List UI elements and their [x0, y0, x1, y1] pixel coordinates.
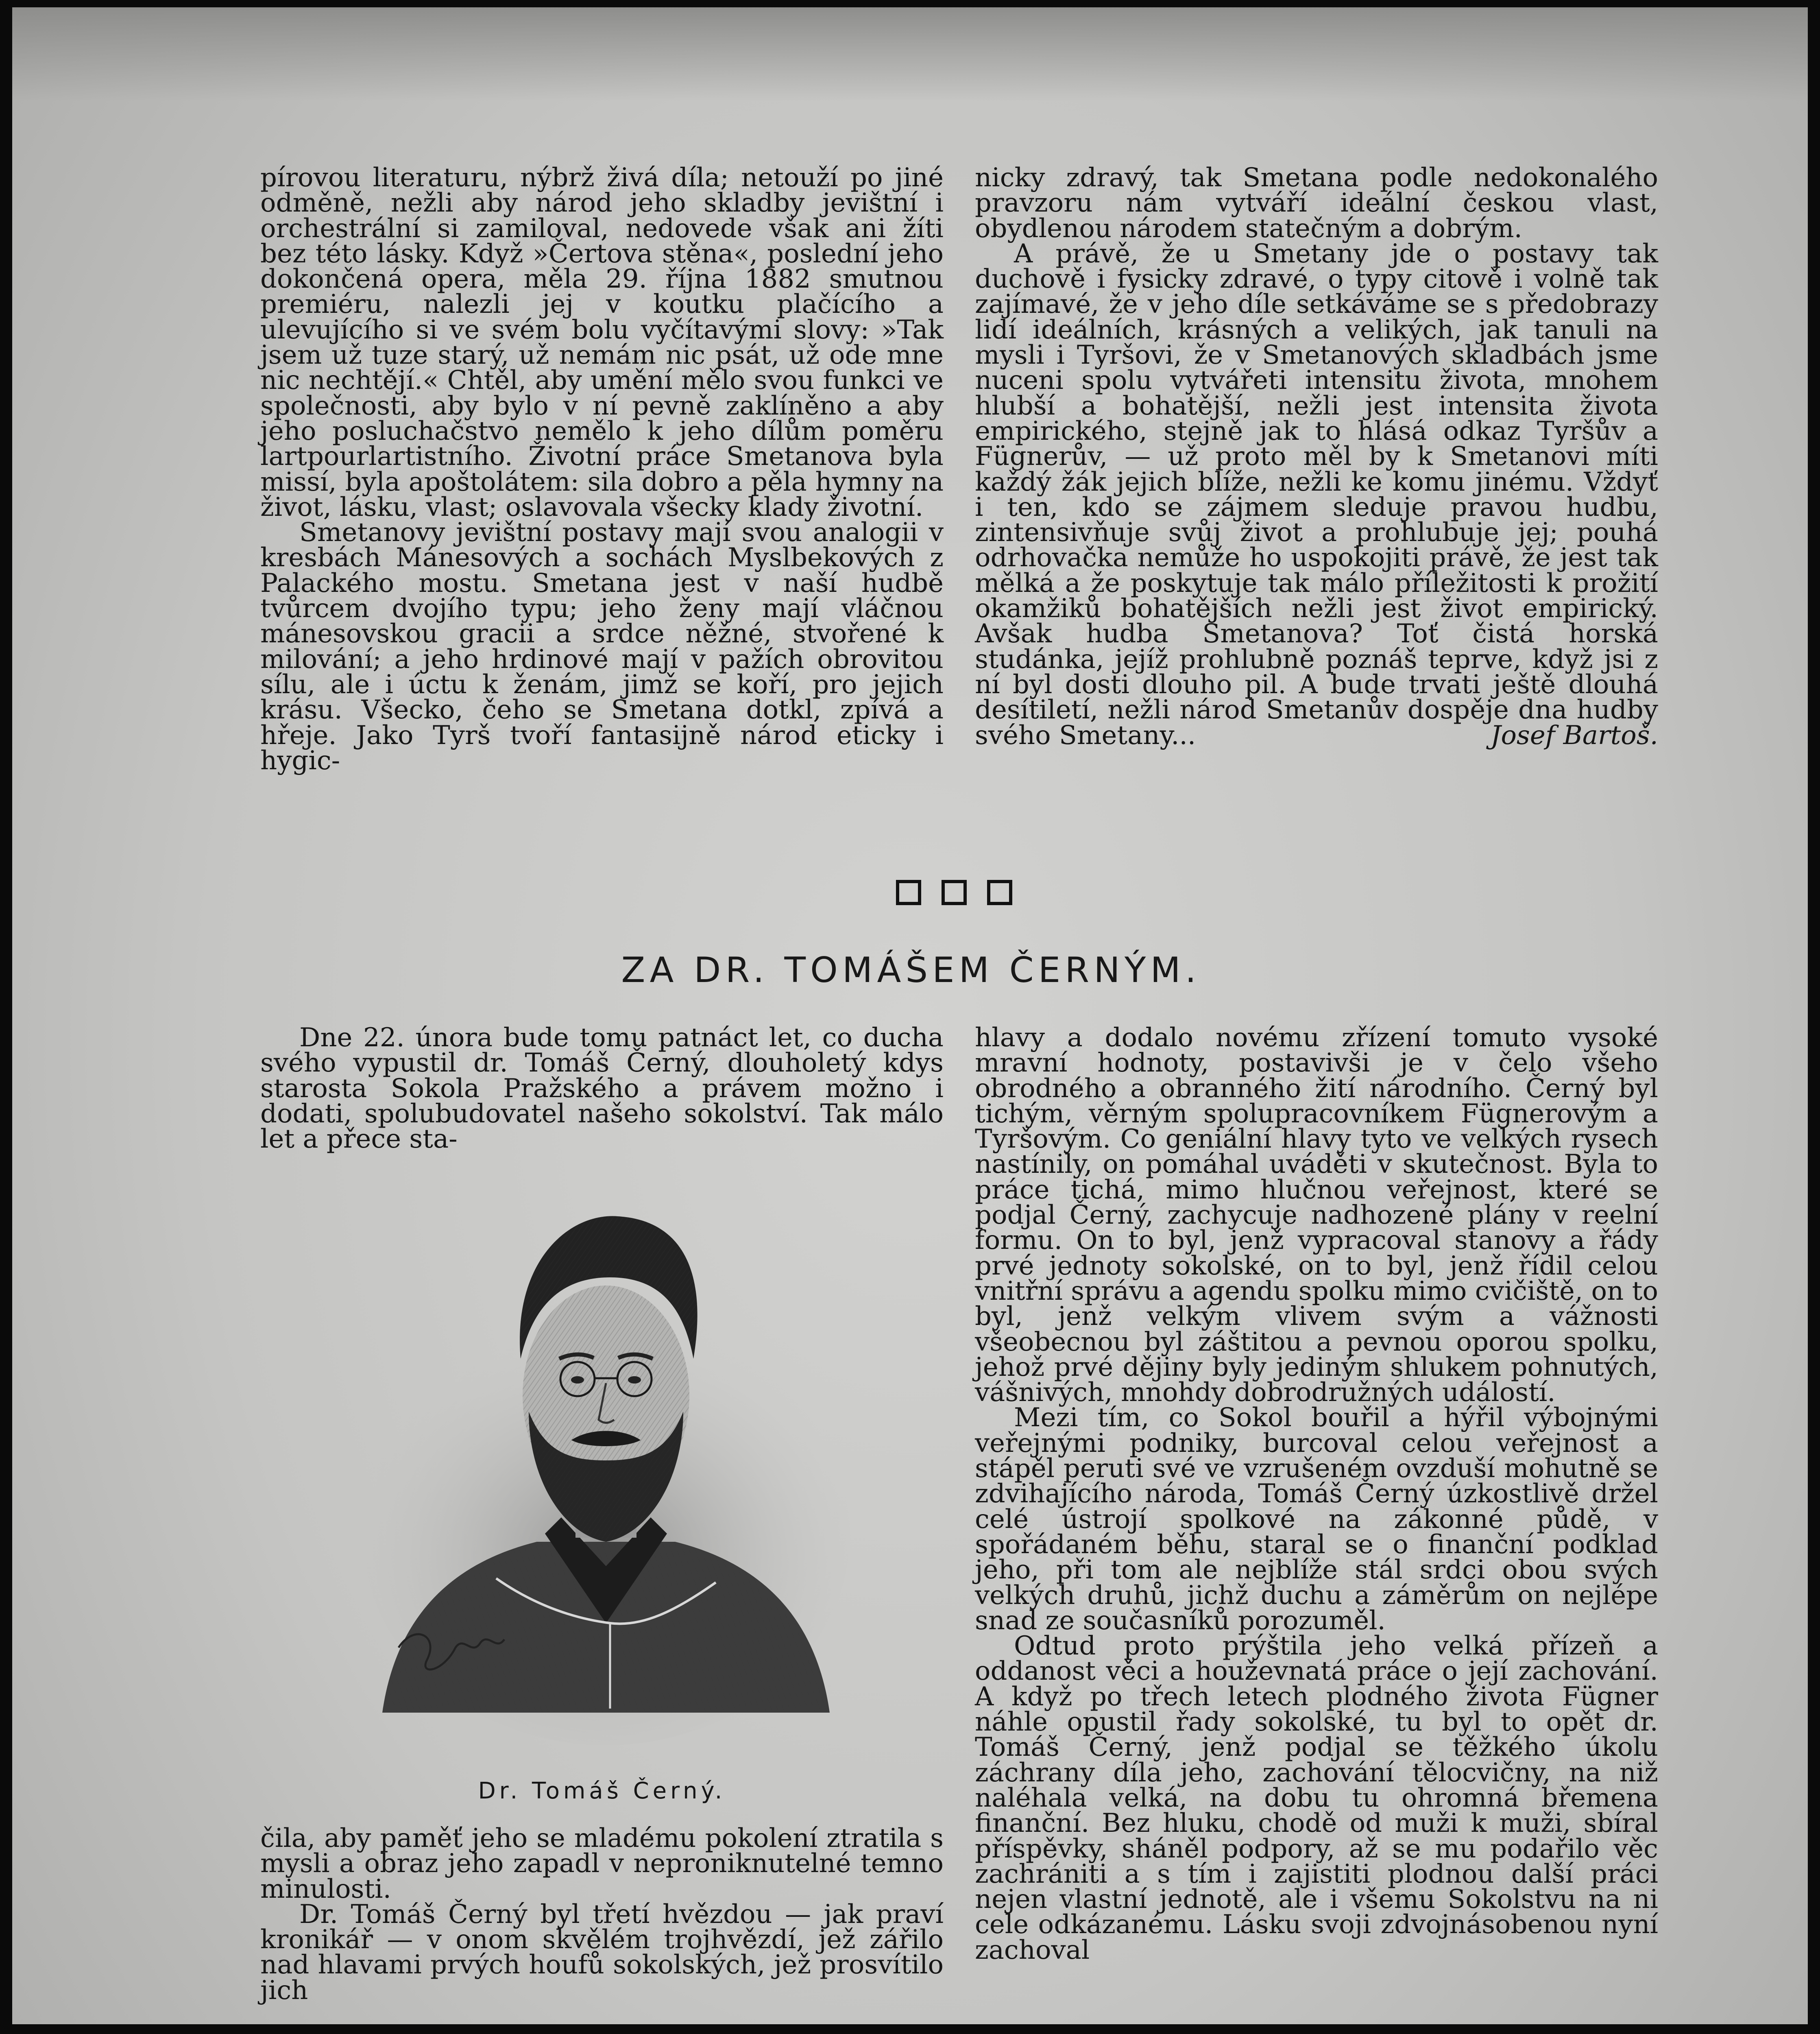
article2-column-left-bottom — [260, 1823, 944, 2006]
square-ornament-icon — [987, 880, 1012, 905]
author-signature: Josef Bartoš. — [1490, 720, 1658, 751]
paragraph: Dne 22. února bude tomu patnáct let, co ducha svého vypustil dr. Tomáš Černý, dlouholetý kdys starosta Sokola Pražského a právem možno i dodati, spolubudovatel našeho sokolství. Tak málo let a přece sta- — [260, 1023, 944, 1154]
article1-column-left — [260, 163, 944, 776]
square-ornament-icon — [896, 880, 921, 905]
top-shadow — [12, 7, 1808, 101]
paragraph: hlavy a dodalo novému zřízení tomuto vysoké mravní hodnoty, postavivši je v čelo všeho obrodného a obranného žití národního. Černý byl tichým, věrným spolupracovníkem Fügnerovým a Tyršovým. Co geniální hlavy tyto ve velkých rysech nastínily, on pomáhal uváděti v skutečnost. Byla to práce tichá, mimo hlučnou veřejnost, které se podjal Černý, zachycuje nadhozené plány v reelní formu. On to byl, jenž vypracoval stanovy a řády prvé jednoty sokolské, on to byl, jenž řídil celou vnitřní správu a agendu spolku mimo cvičiště, on to byl, jenž velkým vlivem svým a vážnosti všeobecnou byl záštitou a pevnou oporou spolku, jehož prvé dějiny byly jediným shlukem pohnutých, vášnivých, mnohdy dobrodružných událostí. — [975, 1023, 1658, 1408]
paragraph: Mezi tím, co Sokol bouřil a hýřil výbojnými veřejnými podniky, burcoval celou veřejnost a stápěl peruti své ve vzrušeném ovzduší mohutně se zdvihajícího národa, Tomáš Černý úzkostlivě držel celé ústrojí spolkové na zákonné půdě, v spořádaném běhu, staral se o finanční podklad jeho, při tom ale nejblíže stál srdci obou svých velkých druhů, jichž duchu a záměrům on nejlépe snad ze současníků porozuměl. — [975, 1403, 1658, 1636]
portrait-engraving — [350, 1168, 862, 1753]
scan-border-top — [0, 0, 1820, 7]
article-title: ZA DR. TOMÁŠEM ČERNÝM. — [621, 950, 1201, 991]
paragraph: Smetanovy jevištní postavy mají svou analogii v kresbách Mánesových a sochách Myslbekových z Palackého mostu. Smetana jest v naší hudbě tvůrcem dvojího typu; jeho ženy mají vláčnou mánesovskou gracii a srdce něžné, stvořené k milování; a jeho hrdinové mají v pažích obrovitou sílu, ale i úctu k ženám, jimž se koří, pro jejich krásu. Všecko, čeho se Smetana dotkl, zpívá a hřeje. Jako Tyrš tvoří fantasijně národ eticky i hygic- — [260, 517, 944, 776]
paragraph: nicky zdravý, tak Smetana podle nedokonalého pravzoru nám vytváří ideální českou vlast, obydlenou národem statečným a dobrým. — [975, 163, 1658, 244]
section-divider — [896, 880, 1012, 905]
photo-caption: Dr. Tomáš Černý. — [478, 1778, 726, 1804]
square-ornament-icon — [942, 880, 967, 905]
article2-column-left-top — [260, 1025, 944, 1152]
scan-border-right — [1808, 0, 1820, 2034]
paragraph: Odtud proto prýštila jeho velká přízeň a oddanost věci a houževnatá práce o její zachování. A když po třech letech plodného života Fügner náhle opustil řady sokolské, tu byl to opět dr. Tomáš Černý, jenž podjal se těžkého úkolu záchrany díla jeho, zachování tělocvičny, na niž naléhala velká, na dobu tu ohromná břemena finanční. Bez hluku, chodě od muži k muži, sbíral příspěvky, sháněl podpory, až se mu podařilo věc zachrániti a s tím i zajistiti plodnou další práci nejen vlastní jednotě, ale i všemu Sokolstvu na ni cele odkázanému. Lásku svoji zdvojnásobenou nyní zachoval — [975, 1631, 1658, 1965]
article2-column-right — [975, 1025, 1658, 1963]
paragraph: čila, aby paměť jeho se mladému pokolení ztratila s mysli a obraz jeho zapadl v neproniknutelné temno minulosti. — [260, 1823, 944, 1904]
paragraph-text: A právě, že u Smetany jde o postavy tak duchově i fysicky zdravé, o typy citově i volně tak zajímavé, že v jeho díle setkáváme se s předobrazy lidí ideálních, krásných a velikých, jak tanuli na mysli i Tyršovi, že v Smetanových skladbách jsme nuceni spolu vytvářeti intensitu života, mnohem hlubší a bohatější, nežli jest intensita života empirického, stejně jak to hlásá odkaz Tyršův a Fügnerův, — už proto měl by k Smetanovi míti každý žák jejich blíže, nežli ke komu jinému. Vždyť i ten, kdo se zájmem sleduje pravou hudbu, zintensivňuje svůj život a prohlubuje jej; pouhá odrhovačka nemůže ho uspokojiti právě, že jest tak mělká a že poskytuje tak málo příležitosti k prožití okamžiků bohatějších nežli jest život empirický. Avšak hudba Smetanova? Toť čistá horská studánka, jejíž prohlubně poznáš teprve, když jsi z ní byl dosti dlouho pil. A bude trvati ještě dlouhá desítiletí, nežli národ Smetanův dospěje dna hudby svého Smetany... — [975, 238, 1658, 751]
scan-border-bottom — [0, 2024, 1820, 2034]
article1-column-right — [975, 163, 1658, 751]
paragraph — [975, 238, 1658, 751]
paragraph: Dr. Tomáš Černý byl třetí hvězdou — jak praví kronikář — v onom skvělém trojhvězdí, jež zářilo nad hlavami prvých houfů sokolských, jež prosvítilo jich — [260, 1899, 944, 2006]
scan-border-left — [0, 0, 12, 2034]
paragraph: pírovou literaturu, nýbrž živá díla; netouží po jiné odměně, nežli aby národ jeho skladby jevištní i orchestrální si zamiloval, nedovede však ani žíti bez této lásky. Když »Čertova stěna«, poslední jeho dokončená opera, měla 29. října 1882 smutnou premiéru, nalezli jej v koutku plačícího a ulevujícího si ve svém bolu vyčítavými slovy: »Tak jsem už tuze starý, už nemám nic psát, už ode mne nic nechtějí.« Chtěl, aby umění mělo svou funkci ve společnosti, aby bylo v ní pevně zaklíněno a aby jeho posluchačstvo nemělo k jeho dílům poměru lartpourlartistního. Životní práce Smetanova byla missí, byla apoštolátem: sila dobro a pěla hymny na život, lásku, vlast; oslavovala všecky klady životní. — [260, 163, 944, 522]
